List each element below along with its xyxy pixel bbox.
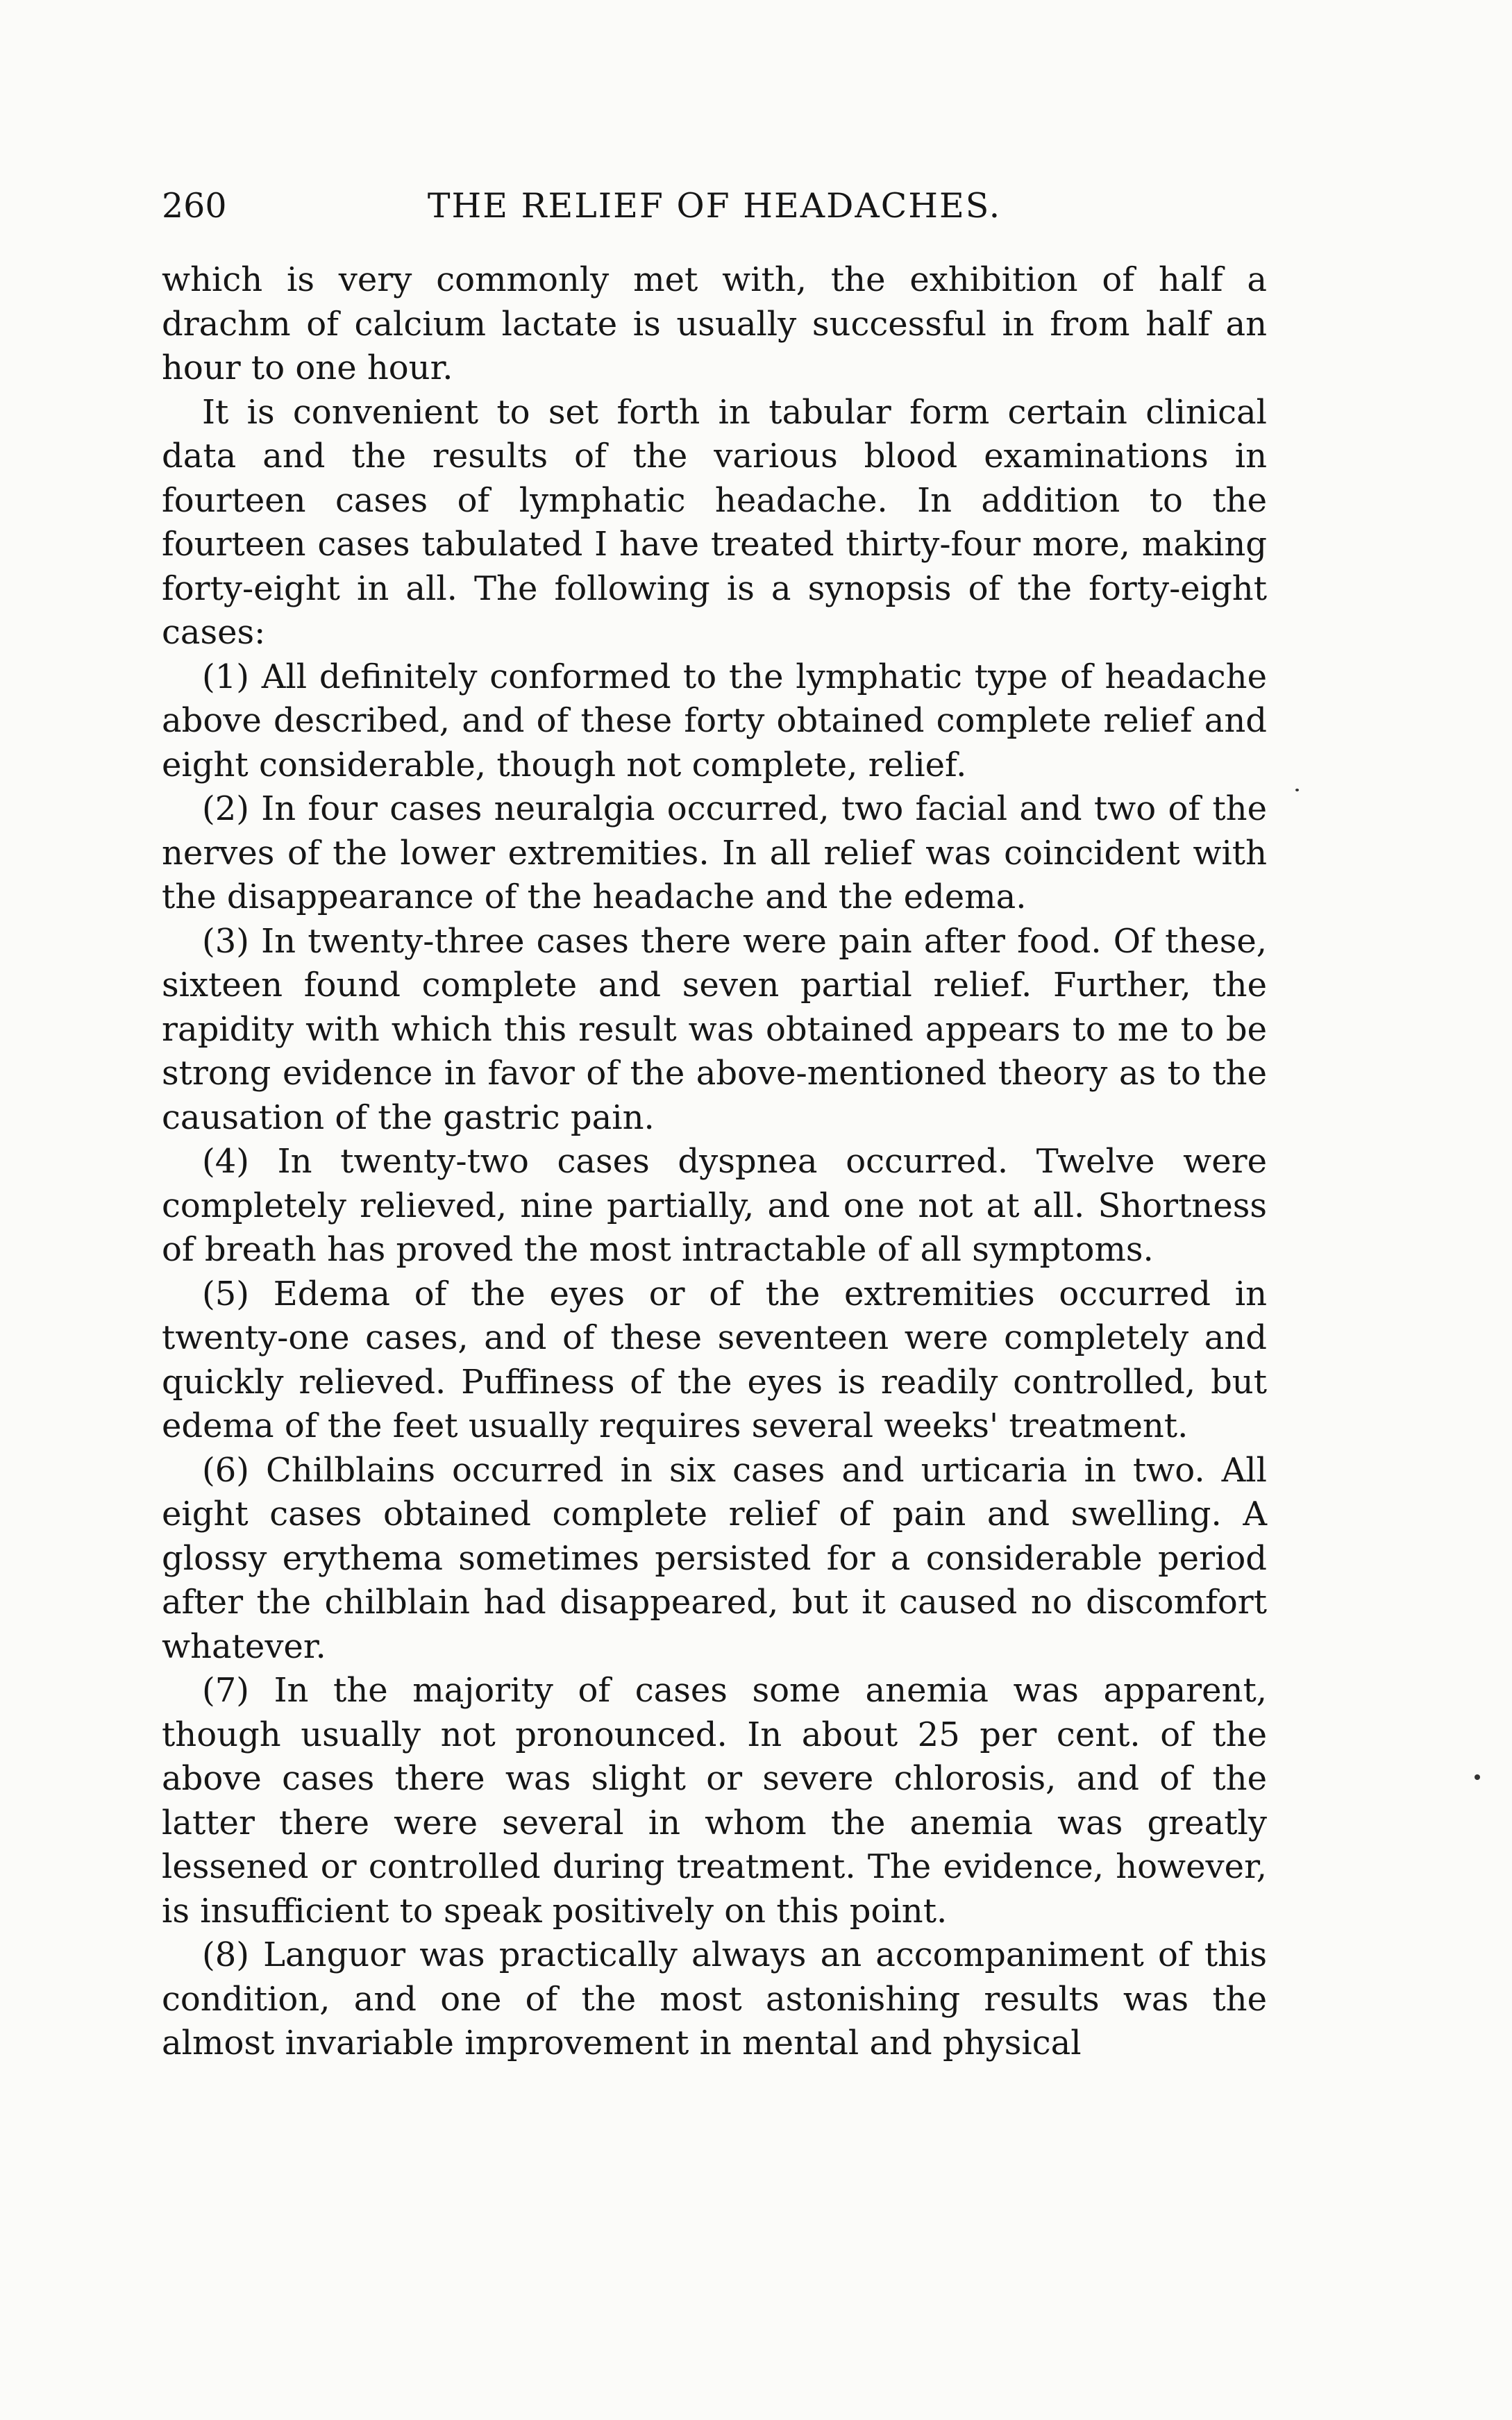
paragraph-item-2: (2) In four cases neuralgia occurred, two facial and two of the nerves of the lower extremities. In all relief was coincident with the disappearance of the headache and the edema. [162, 789, 1267, 916]
running-title: THE RELIEF OF HEADACHES. [427, 186, 1002, 226]
paragraph-item-7: (7) In the majority of cases some anemia was apparent, though usually not pronounced. In about 25 per cent. of the above cases there was slight or severe chlorosis, and of the latter there were several in whom the anemia was greatly lessened or controlled during treatment. The evidence, however, is insufficient to speak positively on this point. [162, 1671, 1267, 1931]
paragraph-item-4: (4) In twenty-two cases dyspnea occurred. Twelve were completely relieved, nine partially, and one not at all. Shortness of breath has proved the most intractable of all symptoms. [162, 1142, 1267, 1269]
paragraph-item-3: (3) In twenty-three cases there were pain after food. Of these, sixteen found complete and seven partial relief. Further, the rapidity with which this result was obtained appears to me to be strong evidence in favor of the above-mentioned theory as to the causation of the gastric pain. [162, 921, 1267, 1137]
paragraph-item-6: (6) Chilblains occurred in six cases and urticaria in two. All eight cases obtained complete relief of pain and swelling. A glossy erythema sometimes persisted for a considerable period after the chilblain had disappeared, but it caused no discomfort whatever. [162, 1450, 1267, 1666]
ink-speck [1295, 789, 1299, 791]
book-page [162, 182, 1267, 2348]
running-head [162, 182, 1267, 230]
body-text [162, 258, 1267, 2066]
paragraph-continuation: which is very commonly met with, the exhibition of half a drachm of calcium lactate is usually successful in from half an hour to one hour. [162, 260, 1267, 387]
paragraph-intro: It is convenient to set forth in tabular form certain clinical data and the results of the various blood examinations in fourteen cases of lymphatic headache. In addition to the fourteen cases tabulated I have treated thirty-four more, making forty-eight in all. The following is a synopsis of the forty-eight cases: [162, 392, 1267, 652]
paragraph-item-8: (8) Languor was practically always an accompaniment of this condition, and one of the most astonishing results was the almost invariable improvement in mental and physical [162, 1935, 1267, 2062]
ink-speck [1475, 1774, 1480, 1780]
page-number: 260 [162, 186, 227, 226]
paragraph-item-1: (1) All definitely conformed to the lymphatic type of headache above described, and of these forty obtained complete relief and eight considerable, though not complete, relief. [162, 657, 1267, 784]
paragraph-item-5: (5) Edema of the eyes or of the extremities occurred in twenty-one cases, and of these seventeen were completely and quickly relieved. Puffiness of the eyes is readily controlled, but edema of the feet usually requires several weeks' treatment. [162, 1274, 1267, 1445]
